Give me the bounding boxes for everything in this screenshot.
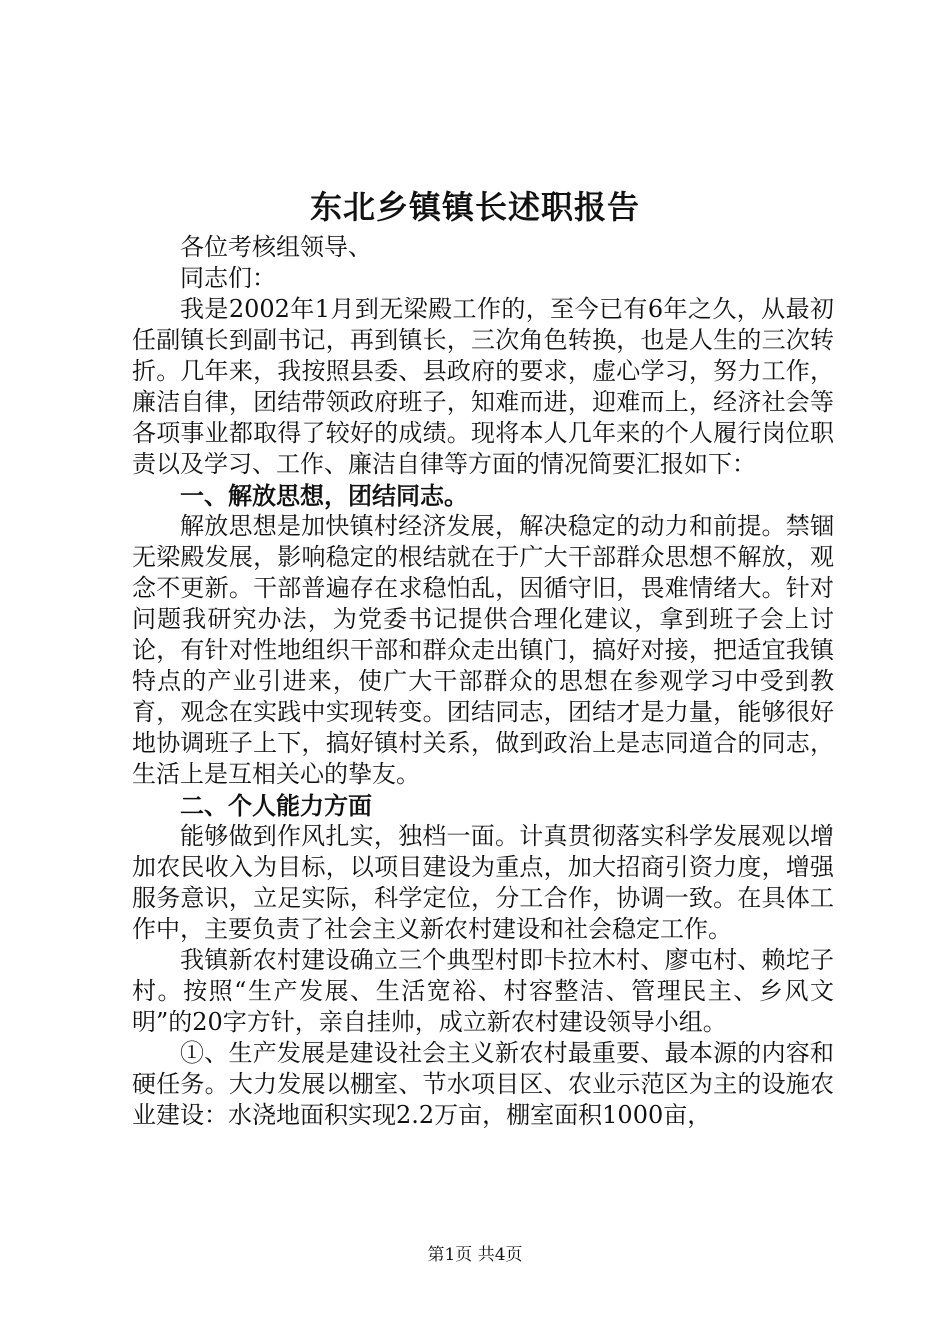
section-2-paragraph-2: 我镇新农村建设确立三个典型村即卡拉木村、廖屯村、赖坨子村。按照“生产发展、生活宽裕、村容整洁、管理民主、乡风文明”的20字方针，亲自挂帅，成立新农村建设领导小组。 [132, 946, 834, 1036]
salutation-line-2: 同志们： [180, 264, 276, 292]
section-2-paragraph-3: ①、生产发展是建设社会主义新农村最重要、最本源的内容和硬任务。大力发展以棚室、节水项目区、农业示范区为主的设施农业建设：水浇地面积实现2.2万亩，棚室面积1000亩， [132, 1039, 834, 1129]
section-1-paragraph: 解放思想是加快镇村经济发展，解决稳定的动力和前提。禁锢无梁殿发展，影响稳定的根结就在于广大干部群众思想不解放，观念不更新。干部普遍存在求稳怕乱，因循守旧，畏难情绪大。针对问题我研究办法，为党委书记提供合理化建议，拿到班子会上讨论，有针对性地组织干部和群众走出镇门，搞好对接，把适宜我镇特点的产业引进来，使广大干部群众的思想在参观学习中受到教育，观念在实践中实现转变。团结同志，团结才是力量，能够很好地协调班子上下，搞好镇村关系，做到政治上是志同道合的同志，生活上是互相关心的挚友。 [132, 512, 834, 788]
document-title: 东北乡镇镇长述职报告 [309, 188, 640, 226]
section-2-paragraph-1: 能够做到作风扎实，独档一面。计真贯彻落实科学发展观以增加农民收入为目标，以项目建设为重点，加大招商引资力度，增强服务意识，立足实际，科学定位，分工合作，协调一致。在具体工作中，主要负责了社会主义新农村建设和社会稳定工作。 [132, 822, 834, 943]
page-number-footer: 第1页 共4页 [427, 1245, 523, 1265]
section-heading-2: 二、个人能力方面 [180, 791, 372, 820]
salutation-line-1: 各位考核组领导、 [180, 233, 372, 261]
intro-paragraph: 我是2002年1月到无梁殿工作的，至今已有6年之久，从最初任副镇长到副书记，再到镇长，三次角色转换，也是人生的三次转折。几年来，我按照县委、县政府的要求，虚心学习，努力工作，廉洁自律，团结带领政府班子，知难而进，迎难而上，经济社会等各项事业都取得了较好的成绩。现将本人几年来的个人履行岗位职责以及学习、工作、廉洁自律等方面的情况简要汇报如下： [132, 295, 834, 478]
section-heading-1: 一、解放思想，团结同志。 [180, 481, 468, 510]
document-body [132, 232, 834, 1131]
